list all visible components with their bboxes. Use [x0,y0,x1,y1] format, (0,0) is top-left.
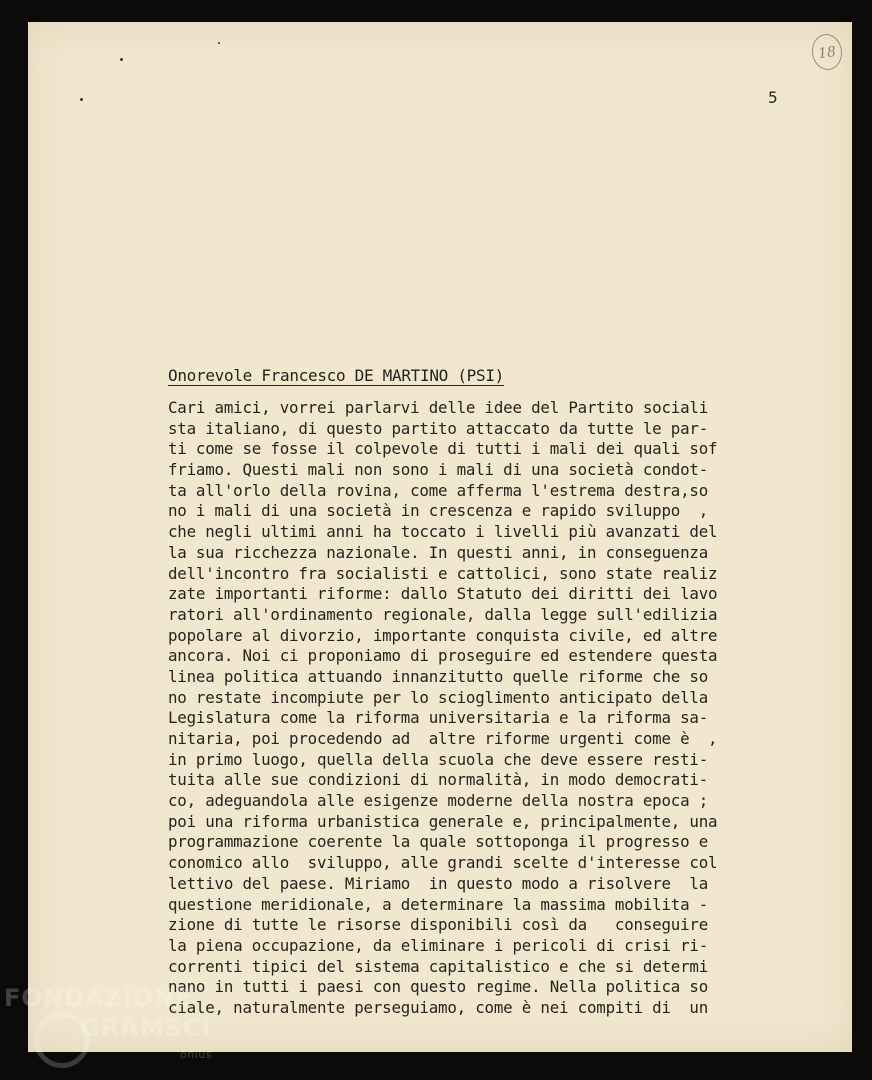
watermark-line-2: GRAMSCI [80,1014,212,1042]
text-line: Cari amici, vorrei parlarvi delle idee del Partito sociali [168,398,709,417]
watermark-line-3: onlus [180,1048,212,1061]
text-line: no i mali di una società in crescenza e rapido sviluppo , [168,501,709,521]
watermark-line-1: FONDAZIONE [4,984,193,1012]
text-line: dell'incontro fra socialisti e cattolici, sono state realiz [168,563,718,583]
text-line: zione di tutte le risorse disponibili così da conseguire [168,915,709,935]
text-line: questione meridionale, a determinare la massima mobilita - [168,894,709,914]
text-line: ti come se fosse il colpevole di tutti i mali dei quali sof [168,439,718,459]
text-line: correnti tipici del sistema capitalistico e che si determi [168,956,709,976]
text-line: conomico allo sviluppo, alle grandi scelte d'interesse col [168,853,718,873]
text-line: ciale, naturalmente perseguiamo, come è nei compiti di un [168,997,709,1017]
paper-speck [80,98,83,101]
text-line: zate importanti riforme: dallo Statuto dei diritti dei lavo [168,584,718,604]
paper-speck [218,42,220,44]
text-line: sta italiano, di questo partito attaccato da tutte le par- [168,418,709,438]
speech-body [168,398,717,1019]
text-line: no restate incompiute per lo scioglimento anticipato della [168,687,709,707]
text-line: poi una riforma urbanistica generale e, principalmente, una [168,811,718,831]
text-line: friamo. Questi mali non sono i mali di una società condot- [168,460,709,480]
text-line: ratori all'ordinamento regionale, dalla legge sull'edilizia [168,604,718,624]
speech-heading: Onorevole Francesco DE MARTINO (PSI) [168,366,504,385]
text-line: la sua ricchezza nazionale. In questi anni, in conseguenza [168,542,709,562]
text-line: ta all'orlo della rovina, come afferma l'estrema destra,so [168,480,709,500]
text-line: in primo luogo, quella della scuola che deve essere resti- [168,749,709,769]
text-line: nitaria, poi procedendo ad altre riforme urgenti come è , [168,729,718,748]
text-line: programmazione coerente la quale sottoponga il progresso e [168,832,709,852]
archive-number-stamp: 18 [810,32,845,72]
text-line: tuita alle sue condizioni di normalità, in modo democrati- [168,770,709,790]
text-line: lettivo del paese. Miriamo in questo modo a risolvere la [168,873,709,893]
text-line: linea politica attuando innanzitutto quelle riforme che so [168,666,709,686]
text-line: nano in tutti i paesi con questo regime. Nella politica so [168,977,709,997]
page-number: 5 [768,88,778,107]
text-line: Legislatura come la riforma universitaria e la riforma sa- [168,708,709,728]
text-line: popolare al divorzio, importante conquista civile, ed altre [168,625,718,645]
text-line: che negli ultimi anni ha toccato i livelli più avanzati del [168,522,718,542]
archive-watermark [4,984,234,1074]
text-line: co, adeguandola alle esigenze moderne della nostra epoca ; [168,791,709,811]
paper-speck [120,58,123,61]
text-line: la piena occupazione, da eliminare i pericoli di crisi ri- [168,935,709,955]
text-line: ancora. Noi ci proponiamo di proseguire ed estendere questa [168,646,718,666]
